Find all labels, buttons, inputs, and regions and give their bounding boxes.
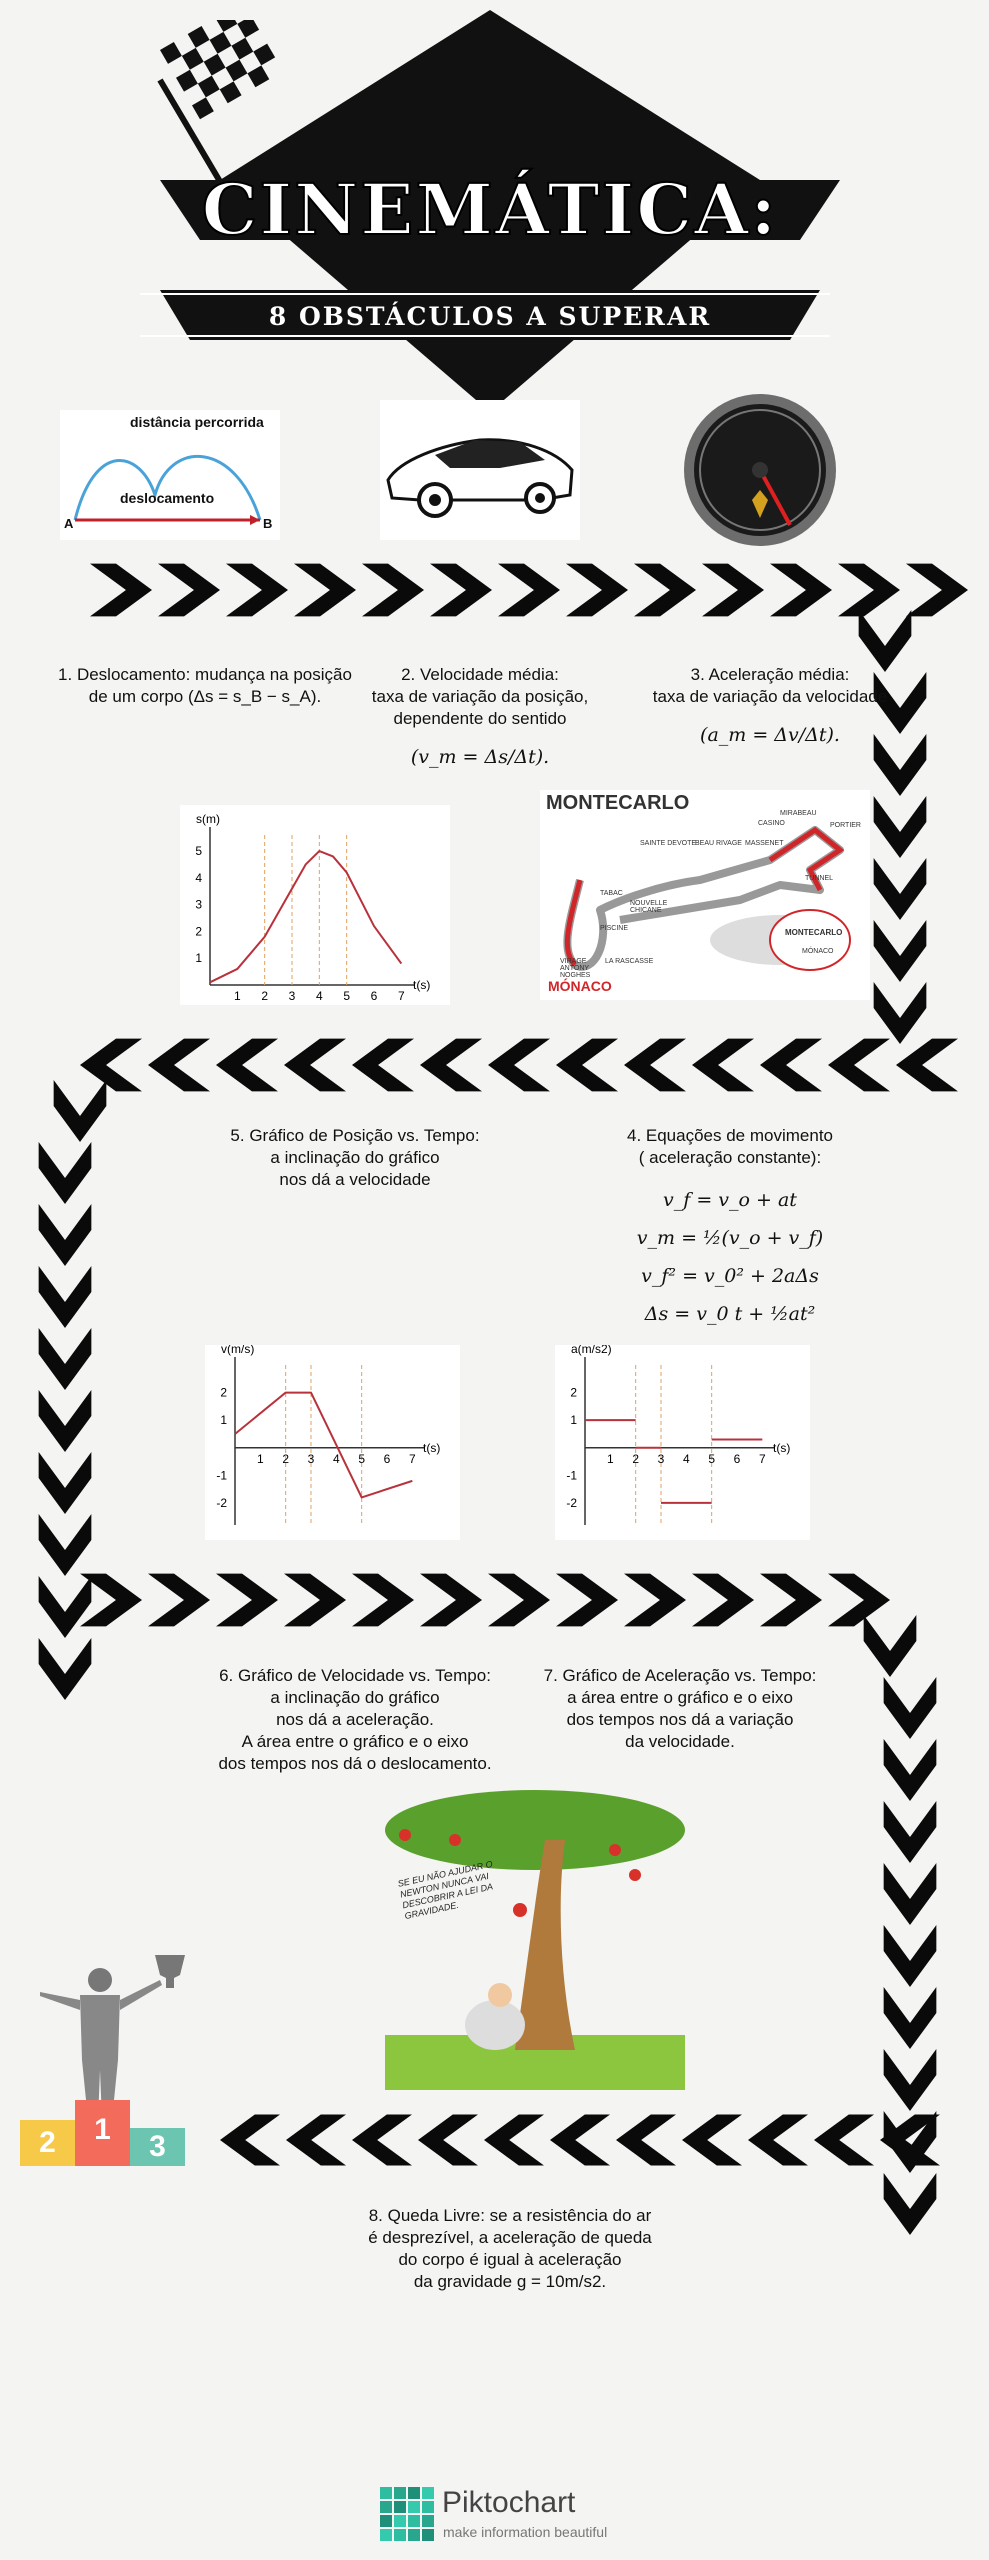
x-tick-label: 3 xyxy=(288,989,296,1003)
equation: v_m = ½(v_o + v_f) xyxy=(636,1227,824,1249)
podium-second: 2 xyxy=(20,2120,75,2166)
map-label: PORTIER xyxy=(830,822,861,829)
x-tick-label: 1 xyxy=(606,1451,614,1466)
chevron-arrow xyxy=(158,564,220,617)
x-tick-label: 5 xyxy=(358,1451,366,1466)
acceleration-time-chart xyxy=(555,1345,810,1540)
chevron-arrow xyxy=(286,2115,346,2166)
data-line xyxy=(235,1393,412,1498)
velocity-time-chart xyxy=(205,1345,460,1540)
chevron-arrow xyxy=(226,564,288,617)
step-3-line: taxa de variação da velocidade xyxy=(652,687,888,706)
logo-square xyxy=(408,2501,420,2513)
footer-brand: Piktochart xyxy=(442,2486,576,2519)
chevron-arrow xyxy=(864,1615,917,1677)
step-5-text xyxy=(205,1125,505,1191)
y-tick-label: 1 xyxy=(195,951,202,966)
footer-tagline: make information beautiful xyxy=(443,2524,608,2540)
chevron-arrow xyxy=(484,2115,544,2166)
step-6-line: A área entre o gráfico e o eixo xyxy=(241,1732,469,1751)
map-label: MIRABEAU xyxy=(780,810,817,817)
y-axis-label: s(m) xyxy=(196,812,220,826)
podium-illustration xyxy=(20,1920,200,2170)
chevron-arrow xyxy=(616,2115,676,2166)
chevron-arrow xyxy=(556,1574,618,1627)
chevron-arrow xyxy=(692,1039,754,1092)
chevron-arrow xyxy=(39,1142,92,1204)
chevron-arrow xyxy=(884,2173,937,2235)
map-country: MÓNACO xyxy=(548,978,612,994)
step-2-line: taxa de variação da posição, xyxy=(371,687,589,706)
y-tick-label: -2 xyxy=(566,1495,577,1510)
step-8-line: 8. Queda Livre: se a resistência do ar xyxy=(368,2206,652,2225)
step-2-formula: (v_m = Δs/Δt). xyxy=(410,746,550,768)
flag-square xyxy=(226,60,248,82)
step-3-text xyxy=(620,664,920,746)
chevron-arrow xyxy=(884,1925,937,1987)
path-label: distância percorrida xyxy=(130,414,264,430)
chevron-arrow xyxy=(39,1390,92,1452)
step-2-line: 2. Velocidade média: xyxy=(401,665,559,684)
x-tick-label: 1 xyxy=(233,989,241,1003)
page-subtitle: 8 OBSTÁCULOS A SUPERAR xyxy=(268,302,712,331)
point-b-label: B xyxy=(263,516,273,531)
x-tick-label: 1 xyxy=(256,1451,264,1466)
map-label: LA RASCASSE xyxy=(605,958,654,965)
flag-square xyxy=(220,81,242,103)
chevron-arrow xyxy=(148,1574,210,1627)
x-tick-label: 6 xyxy=(733,1451,741,1466)
step-6-line: nos dá a aceleração. xyxy=(276,1710,434,1729)
chevron-arrow xyxy=(906,564,968,617)
equation: v_f² = v_0² + 2aΔs xyxy=(641,1265,819,1287)
map-label: SAINTE DEVOTE xyxy=(640,840,697,847)
x-tick-label: 4 xyxy=(332,1451,340,1466)
logo-square xyxy=(394,2515,406,2527)
step-7-line: da velocidade. xyxy=(625,1732,735,1751)
chevron-arrow xyxy=(39,1328,92,1390)
chevron-arrow xyxy=(692,1574,754,1627)
x-tick-label: 3 xyxy=(307,1451,315,1466)
chevron-arrow xyxy=(874,796,927,858)
y-tick-label: 1 xyxy=(220,1413,227,1428)
step-8-line: é desprezível, a aceleração de queda xyxy=(368,2228,652,2247)
flag-square xyxy=(198,76,220,98)
map-label: MASSENET xyxy=(745,840,784,847)
velocity-time-chart-panel xyxy=(205,1345,460,1540)
monaco-circuit-map xyxy=(540,790,870,1000)
x-tick-label: 4 xyxy=(682,1451,690,1466)
logo-square xyxy=(380,2487,392,2499)
acceleration-time-chart-panel xyxy=(555,1345,810,1540)
chevron-arrow xyxy=(884,1739,937,1801)
y-tick-label: 2 xyxy=(220,1385,227,1400)
chevron-arrow xyxy=(624,1039,686,1092)
chevron-arrow xyxy=(294,564,356,617)
x-tick-label: 7 xyxy=(397,989,405,1003)
chevron-arrow xyxy=(884,1987,937,2049)
x-tick-label: 6 xyxy=(370,989,378,1003)
step-3-formula: (a_m = Δv/Δt). xyxy=(700,724,840,746)
motion-equations xyxy=(590,1181,870,1333)
chevron-arrow xyxy=(284,1574,346,1627)
logo-square xyxy=(380,2515,392,2527)
chevron-arrow xyxy=(430,564,492,617)
chevron-arrow xyxy=(884,1801,937,1863)
chevron-arrow xyxy=(80,1039,142,1092)
x-tick-label: 3 xyxy=(657,1451,665,1466)
map-label: PISCINE xyxy=(600,925,629,932)
y-tick-label: -1 xyxy=(566,1468,577,1483)
chevron-arrow xyxy=(488,1574,550,1627)
y-axis-label: a(m/s2) xyxy=(571,1345,612,1356)
podium-first: 1 xyxy=(75,2100,130,2166)
position-time-chart-panel xyxy=(180,805,450,1005)
chevron-arrow xyxy=(54,1080,107,1142)
equation: Δs = v_0 t + ½at² xyxy=(644,1303,816,1325)
chevron-arrow xyxy=(884,2049,937,2111)
piktochart-logo-icon xyxy=(380,2487,436,2543)
chevron-arrow xyxy=(770,564,832,617)
chevron-arrow xyxy=(352,1039,414,1092)
logo-square xyxy=(408,2515,420,2527)
flag-square xyxy=(182,48,204,70)
flag-square xyxy=(160,42,182,64)
logo-square xyxy=(422,2529,434,2541)
step-2-text xyxy=(340,664,620,768)
step-8-line: do corpo é igual à aceleração xyxy=(398,2250,622,2269)
logo-square xyxy=(394,2529,406,2541)
chevron-arrow xyxy=(874,858,927,920)
flag-square xyxy=(215,20,237,32)
x-axis-label: t(s) xyxy=(773,1440,791,1455)
tree-illustration xyxy=(385,1780,685,2090)
cartoon-caption: SE EU NÃO AJUDAR O NEWTON NUNCA VAI DESCOBRIR A LEI DA GRAVIDADE. xyxy=(396,1858,494,1922)
logo-square xyxy=(422,2501,434,2513)
chevron-arrow xyxy=(220,2115,280,2166)
step-4-line: ( aceleração constante): xyxy=(638,1148,822,1167)
chevron-arrow xyxy=(39,1266,92,1328)
logo-square xyxy=(394,2487,406,2499)
chevron-arrow xyxy=(682,2115,742,2166)
map-label: VIRAGE ANTONY NOGHES xyxy=(560,958,591,979)
flag-square xyxy=(192,97,214,119)
map-title: MONTECARLO xyxy=(546,792,690,814)
logo-square xyxy=(422,2487,434,2499)
chevron-arrow xyxy=(420,1039,482,1092)
chevron-arrow xyxy=(216,1574,278,1627)
chevron-arrow xyxy=(874,982,927,1044)
x-tick-label: 6 xyxy=(383,1451,391,1466)
map-inset-label: MONTECARLO xyxy=(785,928,843,937)
y-tick-label: 5 xyxy=(195,844,202,859)
chevron-arrow xyxy=(884,1677,937,1739)
x-tick-label: 5 xyxy=(343,989,351,1003)
step-6-line: a inclinação do gráfico xyxy=(270,1688,440,1707)
flag-square xyxy=(176,70,198,92)
logo-square xyxy=(408,2529,420,2541)
map-label: NOUVELLE CHICANE xyxy=(630,900,668,914)
chevron-arrow xyxy=(634,564,696,617)
flag-square xyxy=(237,20,259,38)
logo-square xyxy=(422,2515,434,2527)
chevron-arrow xyxy=(859,610,912,672)
chevron-arrow xyxy=(39,1638,92,1700)
x-tick-label: 5 xyxy=(708,1451,716,1466)
flag-square xyxy=(188,26,210,48)
step-7-line: a área entre o gráfico e o eixo xyxy=(567,1688,793,1707)
chevron-arrow xyxy=(896,1039,958,1092)
step-2-line: dependente do sentido xyxy=(393,709,567,728)
chevron-arrow xyxy=(418,2115,478,2166)
map-label: CASINO xyxy=(758,820,785,827)
x-axis-label: t(s) xyxy=(413,978,431,992)
chevron-arrow xyxy=(39,1452,92,1514)
chevron-arrow xyxy=(148,1039,210,1092)
x-tick-label: 2 xyxy=(282,1451,290,1466)
chevron-arrow xyxy=(748,2115,808,2166)
step-7-line: dos tempos nos dá a variação xyxy=(566,1710,794,1729)
y-tick-label: 2 xyxy=(570,1385,577,1400)
point-a-label: A xyxy=(64,516,74,531)
y-tick-label: -1 xyxy=(216,1468,227,1483)
step-5-line: a inclinação do gráfico xyxy=(270,1148,440,1167)
chevron-arrow xyxy=(550,2115,610,2166)
step-7-text xyxy=(530,1665,830,1753)
x-axis-label: t(s) xyxy=(423,1440,441,1455)
chevron-arrow xyxy=(566,564,628,617)
chevron-arrow xyxy=(702,564,764,617)
chevron-arrow xyxy=(828,1039,890,1092)
flag-square xyxy=(204,54,226,76)
chevron-arrow xyxy=(216,1039,278,1092)
chevron-arrow xyxy=(838,564,900,617)
logo-square xyxy=(408,2487,420,2499)
step-6-line: dos tempos nos dá o deslocamento. xyxy=(218,1754,492,1773)
chevron-arrow xyxy=(760,1039,822,1092)
logo-square xyxy=(380,2501,392,2513)
x-tick-label: 4 xyxy=(315,989,323,1003)
page-title: CINEMÁTICA: xyxy=(201,168,779,251)
flag-square xyxy=(231,38,253,60)
step-7-line: 7. Gráfico de Aceleração vs. Tempo: xyxy=(543,1666,817,1685)
map-label: BEAU RIVAGE xyxy=(695,840,742,847)
step-6-line: 6. Gráfico de Velocidade vs. Tempo: xyxy=(219,1666,491,1685)
chevron-arrow xyxy=(498,564,560,617)
equation: v_f = v_o + at xyxy=(663,1189,797,1211)
flag-square xyxy=(247,65,269,87)
step-8-line: da gravidade g = 10m/s2. xyxy=(413,2272,607,2291)
chevron-arrow xyxy=(556,1039,618,1092)
chevron-arrow xyxy=(352,2115,412,2166)
chevron-arrow xyxy=(420,1574,482,1627)
chevron-arrow xyxy=(874,920,927,982)
displacement-label: deslocamento xyxy=(120,490,215,506)
step-6-text xyxy=(205,1665,505,1775)
map-inset-label: MÓNACO xyxy=(802,948,834,955)
chevron-arrow xyxy=(39,1514,92,1576)
chevron-arrow xyxy=(884,1863,937,1925)
chevron-arrow xyxy=(760,1574,822,1627)
logo-square xyxy=(394,2501,406,2513)
position-time-chart xyxy=(180,805,450,1005)
chevron-arrow xyxy=(352,1574,414,1627)
sports-car-image xyxy=(380,400,580,540)
y-tick-label: 3 xyxy=(195,897,202,912)
speedometer-icon xyxy=(680,390,840,550)
map-label: TUNNEL xyxy=(805,875,834,882)
step-1-text xyxy=(55,664,355,708)
step-5-line: nos dá a velocidade xyxy=(279,1170,431,1189)
data-line xyxy=(210,851,401,982)
step-3-line: 3. Aceleração média: xyxy=(690,665,850,684)
step-1-line: 1. Deslocamento: mudança na posição xyxy=(58,665,352,684)
y-tick-label: 2 xyxy=(195,924,202,939)
step-8-text xyxy=(360,2205,660,2293)
chevron-arrow xyxy=(624,1574,686,1627)
step-4-text xyxy=(590,1125,870,1333)
y-tick-label: 4 xyxy=(195,870,202,885)
newton-cartoon xyxy=(385,1780,685,2090)
checkered-flag-icon xyxy=(150,20,300,190)
displacement-diagram xyxy=(60,410,280,540)
chevron-arrow xyxy=(39,1204,92,1266)
x-tick-label: 2 xyxy=(632,1451,640,1466)
chevron-arrow xyxy=(362,564,424,617)
flag-square xyxy=(210,32,232,54)
y-tick-label: 1 xyxy=(570,1413,577,1428)
x-tick-label: 7 xyxy=(758,1451,766,1466)
logo-square xyxy=(380,2529,392,2541)
flag-square xyxy=(253,44,275,66)
chevron-arrow xyxy=(284,1039,346,1092)
x-tick-label: 7 xyxy=(408,1451,416,1466)
step-1-line: de um corpo (Δs = s_B − s_A). xyxy=(88,687,322,706)
y-tick-label: -2 xyxy=(216,1495,227,1510)
step-4-line: 4. Equações de movimento xyxy=(626,1126,833,1145)
podium-third: 3 xyxy=(130,2128,185,2166)
chevron-arrow xyxy=(814,2115,874,2166)
chevron-arrow xyxy=(90,564,152,617)
step-5-line: 5. Gráfico de Posição vs. Tempo: xyxy=(230,1126,480,1145)
map-label: TABAC xyxy=(600,890,623,897)
chevron-arrow xyxy=(828,1574,890,1627)
chevron-arrow xyxy=(488,1039,550,1092)
y-axis-label: v(m/s) xyxy=(221,1345,255,1356)
x-tick-label: 2 xyxy=(261,989,269,1003)
chevron-arrow xyxy=(39,1576,92,1638)
